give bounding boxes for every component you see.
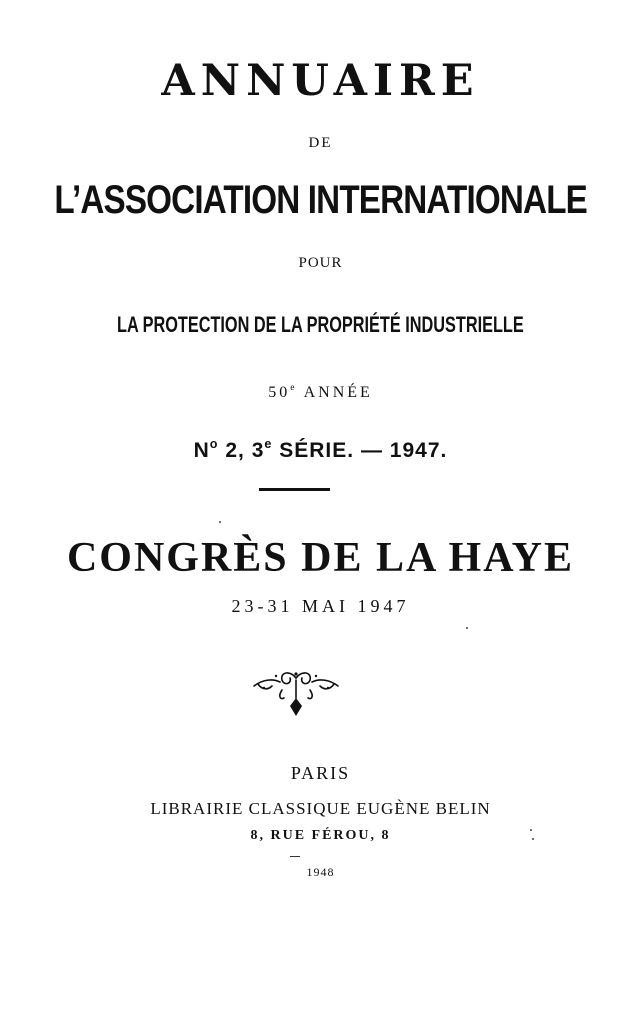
annee-label: ANNÉE <box>303 384 373 401</box>
ink-speck <box>466 627 468 629</box>
page-title: ANNUAIRE <box>161 56 480 106</box>
pour-label: POUR <box>298 255 343 271</box>
ink-speck <box>532 838 534 840</box>
small-dash <box>290 856 300 857</box>
annee-number: 50 <box>268 384 291 401</box>
annee-ordinal: e <box>290 382 298 393</box>
floral-ornament-icon <box>250 668 342 720</box>
no-sup: o <box>209 437 219 451</box>
serie-dash: — <box>360 439 383 462</box>
publisher-address: 8, RUE FÉROU, 8 <box>250 828 391 843</box>
serie-year: 1947. <box>389 439 448 462</box>
congress-title: CONGRÈS DE LA HAYE <box>66 535 575 581</box>
association-title: L’ASSOCIATION INTERNATIONALE <box>54 178 587 222</box>
publisher-name: LIBRAIRIE CLASSIQUE EUGÈNE BELIN <box>150 799 491 818</box>
annee-line <box>0 382 641 401</box>
ink-speck <box>219 521 221 523</box>
serie-number: 3 <box>251 439 265 462</box>
protection-title: LA PROTECTION DE LA PROPRIÉTÉ INDUSTRIELLE <box>117 312 524 337</box>
serie-line <box>0 437 641 462</box>
divider-rule <box>259 488 330 491</box>
no-value: 2, <box>225 439 245 462</box>
congress-dates: 23-31 MAI 1947 <box>231 596 410 616</box>
de-label: DE <box>308 135 333 151</box>
serie-label: SÉRIE. <box>279 439 355 462</box>
serie-sup: e <box>264 437 273 451</box>
no-label: N <box>193 439 210 462</box>
ink-speck <box>530 829 532 831</box>
publication-year: 1948 <box>306 865 335 879</box>
publisher-city: PARIS <box>290 763 351 783</box>
